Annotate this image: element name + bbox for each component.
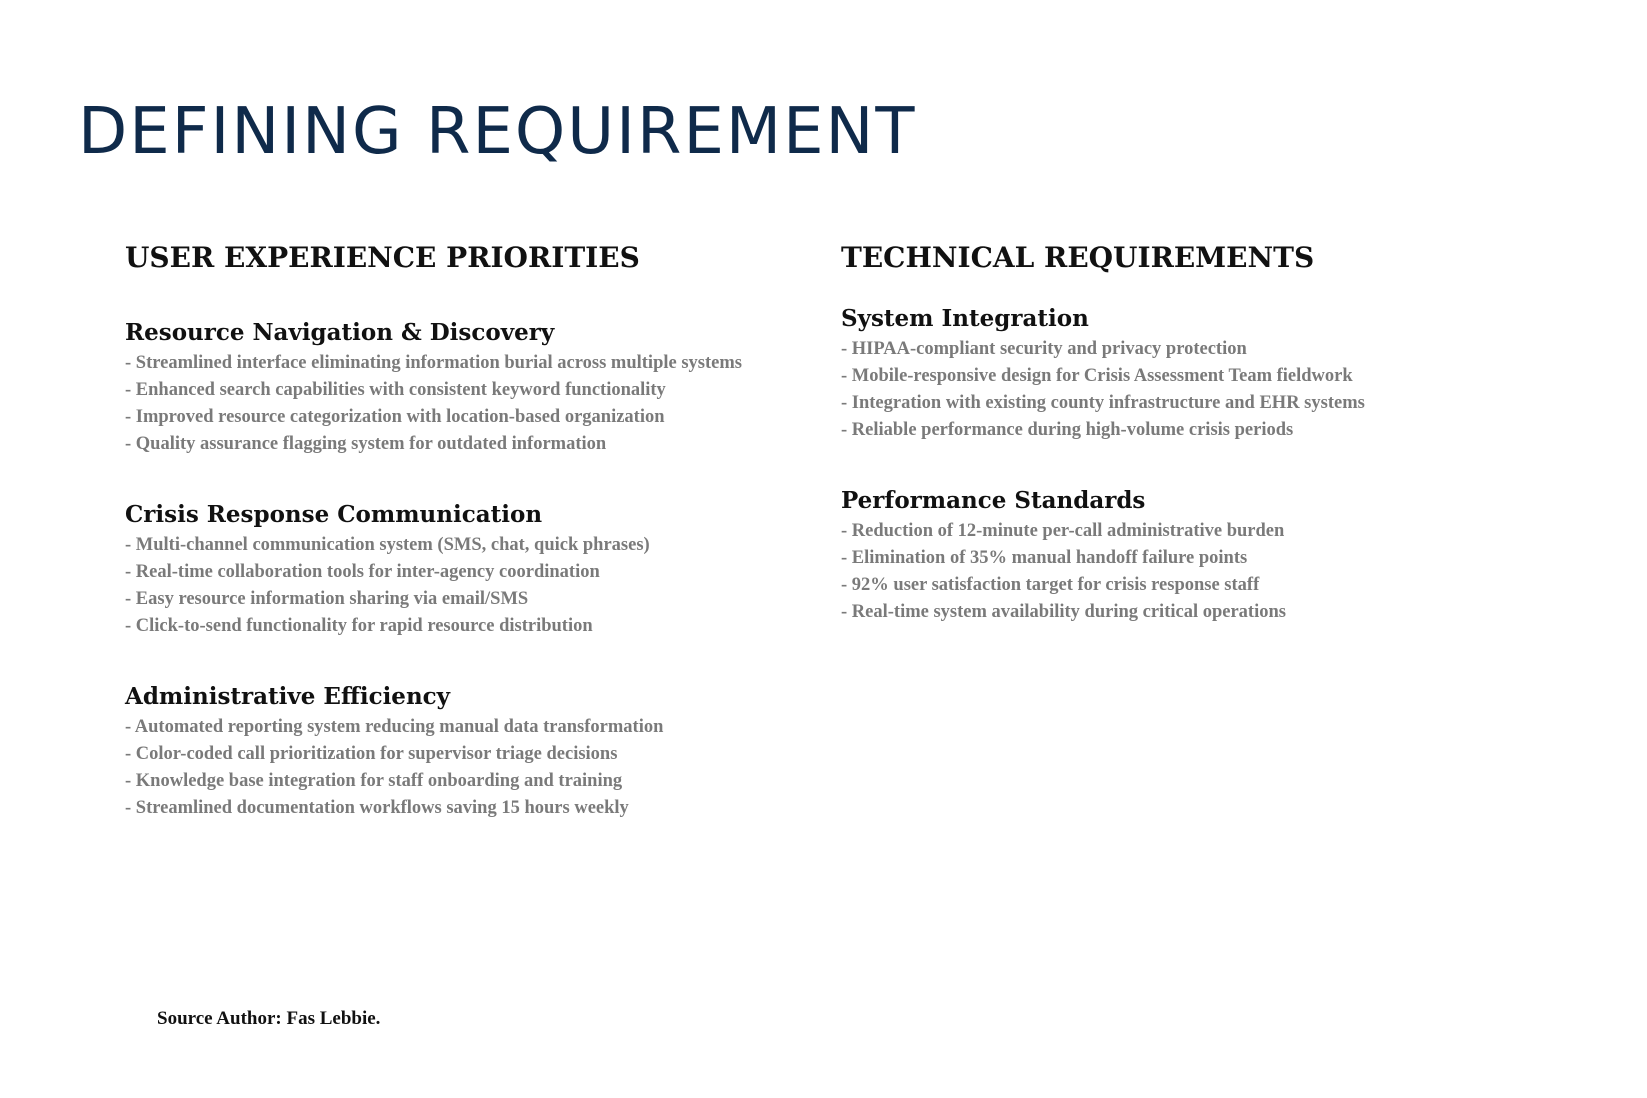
list-item: - Reduction of 12-minute per-call administrative burden [841, 521, 1285, 541]
section-performance-standards [841, 486, 1541, 626]
section-heading: System Integration [841, 305, 1089, 332]
section-administrative-efficiency [125, 682, 805, 822]
section-system-integration [841, 304, 1541, 444]
list-item: - Knowledge base integration for staff onboarding and training [125, 771, 623, 791]
bullet-list [125, 714, 805, 822]
section-resource-navigation [125, 318, 805, 458]
list-item: - Elimination of 35% manual handoff failure points [841, 548, 1248, 568]
list-item: - 92% user satisfaction target for crisis response staff [841, 575, 1260, 595]
page-title: DEFINING REQUIREMENT [78, 95, 917, 169]
section-heading: Crisis Response Communication [125, 501, 543, 528]
list-item: - HIPAA-compliant security and privacy protection [841, 339, 1247, 359]
bullet-list [125, 532, 805, 640]
column-heading-user-experience: USER EXPERIENCE PRIORITIES [125, 241, 640, 274]
column-heading-technical: TECHNICAL REQUIREMENTS [841, 241, 1315, 274]
section-heading: Administrative Efficiency [125, 683, 451, 710]
list-item: - Real-time system availability during critical operations [841, 602, 1286, 622]
bullet-list [841, 336, 1541, 444]
list-item: - Automated reporting system reducing manual data transformation [125, 717, 664, 737]
list-item: - Improved resource categorization with location-based organization [125, 407, 665, 427]
list-item: - Enhanced search capabilities with consistent keyword functionality [125, 380, 666, 400]
list-item: - Multi-channel communication system (SMS, chat, quick phrases) [125, 535, 650, 555]
list-item: - Color-coded call prioritization for supervisor triage decisions [125, 744, 618, 764]
list-item: - Quality assurance flagging system for outdated information [125, 434, 607, 454]
list-item: - Easy resource information sharing via email/SMS [125, 589, 529, 609]
list-item: - Streamlined interface eliminating information burial across multiple systems [125, 353, 742, 373]
list-item: - Click-to-send functionality for rapid resource distribution [125, 616, 593, 636]
list-item: - Integration with existing county infrastructure and EHR systems [841, 393, 1365, 413]
section-heading: Resource Navigation & Discovery [125, 319, 555, 346]
list-item: - Real-time collaboration tools for inter-agency coordination [125, 562, 600, 582]
list-item: - Streamlined documentation workflows saving 15 hours weekly [125, 798, 629, 818]
section-crisis-response [125, 500, 805, 640]
bullet-list [125, 350, 805, 458]
bullet-list [841, 518, 1541, 626]
source-attribution: Source Author: Fas Lebbie. [157, 1008, 381, 1029]
list-item: - Reliable performance during high-volume crisis periods [841, 420, 1294, 440]
list-item: - Mobile-responsive design for Crisis Assessment Team fieldwork [841, 366, 1353, 386]
technical-requirements-column [841, 238, 1541, 668]
user-experience-column [125, 238, 805, 864]
section-heading: Performance Standards [841, 487, 1146, 514]
